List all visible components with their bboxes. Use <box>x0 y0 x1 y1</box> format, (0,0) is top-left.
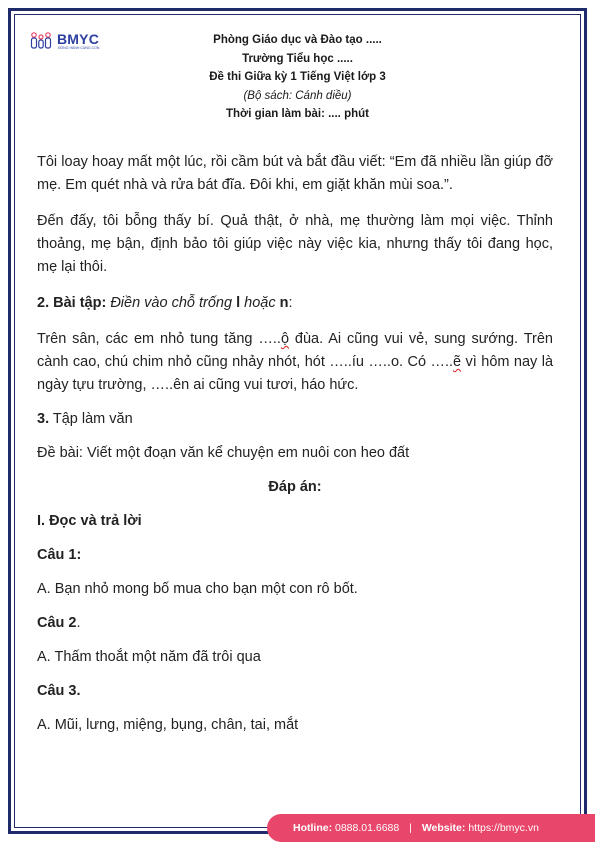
question-1-label: Câu 1: <box>37 547 82 563</box>
answers-title: Đáp án: <box>268 479 322 495</box>
answers-section-1: I. Đọc và trả lời <box>37 513 142 529</box>
website-link[interactable]: https://bmyc.vn <box>468 822 539 834</box>
fill-text-b: ộ <box>280 331 290 347</box>
exam-header <box>120 31 475 124</box>
question-2-heading <box>37 612 553 635</box>
school-line: Trường Tiểu học ..... <box>242 52 353 65</box>
website-label: Website: <box>421 822 466 834</box>
exercise-2-heading <box>37 292 553 315</box>
exercise-2-instruction-b: hoặc <box>244 295 276 311</box>
question-1-answer: A. Bạn nhỏ mong bố mua cho bạn một con rô bốt. <box>37 581 358 597</box>
exam-content <box>37 151 553 737</box>
exercise-3-heading <box>37 408 553 431</box>
fill-text-a: Trên sân, các em nhỏ tung tăng ….. <box>37 331 281 347</box>
fill-text-e: vì hôm nay là ngày tựu trường, …..ên ai cũng vui tươi, háo hức. <box>37 354 554 393</box>
question-3-answer: A. Mũi, lưng, miệng, bụng, chân, tai, mắt <box>37 717 299 733</box>
reading-paragraph-1: Tôi loay hoay mất một lúc, rồi cầm bút và bắt đầu viết: “Em đã nhiều lần giúp đỡ mẹ. Em quét nhà và rửa bát đĩa. Đôi khi, em giặt khăn mùi soa.”. <box>37 154 553 193</box>
exercise-2-colon: : <box>288 295 293 311</box>
question-2-label: Câu 2 <box>37 615 77 631</box>
question-2-answer: A. Thấm thoắt một năm đã trôi qua <box>37 649 261 665</box>
fill-in-paragraph <box>37 328 553 397</box>
hotline-number[interactable]: 0888.01.6688 <box>335 822 400 834</box>
exercise-2-instruction-a: Điền vào chỗ trống <box>110 295 233 311</box>
footer-separator: | <box>409 822 412 834</box>
department-line: Phòng Giáo dục và Đào tạo ..... <box>213 34 382 46</box>
essay-prompt: Đề bài: Viết một đoạn văn kể chuyện em nuôi con heo đất <box>37 445 410 461</box>
question-2-dot: . <box>76 615 81 631</box>
book-series: (Bộ sách: Cánh diều) <box>243 89 352 102</box>
fill-text-d: ẽ <box>453 354 462 370</box>
letter-n: n <box>279 295 289 311</box>
exercise-3-title: Tập làm văn <box>49 411 133 427</box>
exercise-2-number: 2. Bài tập: <box>37 295 107 311</box>
letter-l: l <box>236 295 241 311</box>
question-3-label: Câu 3. <box>37 683 81 699</box>
reading-paragraph-2: Đến đấy, tôi bỗng thấy bí. Quả thật, ở nhà, mẹ thường làm mọi việc. Thỉnh thoảng, mẹ bận, định bảo tôi giúp việc này việc kia, nhưng thấy tôi đang học, mẹ lại thôi. <box>37 213 553 275</box>
exercise-3-number: 3. <box>37 411 50 427</box>
contact-footer <box>267 814 595 842</box>
fill-text-c: đùa. Ai cũng vui vẻ, sung sướng. Trên cành cao, chú chim nhỏ cũng nhảy nhót, hót …..íu …..o. Có ….. <box>37 331 553 370</box>
family-icon <box>30 30 54 50</box>
hotline-label: Hotline: <box>293 822 333 834</box>
exam-title: Đề thi Giữa kỳ 1 Tiếng Việt lớp 3 <box>209 71 386 83</box>
bmyc-logo <box>30 30 110 52</box>
logo-text: BMYC <box>57 31 100 47</box>
time-limit: Thời gian làm bài: .... phút <box>226 108 369 120</box>
logo-tagline: ĐỒNG HÀNH CÙNG CON <box>58 46 100 50</box>
